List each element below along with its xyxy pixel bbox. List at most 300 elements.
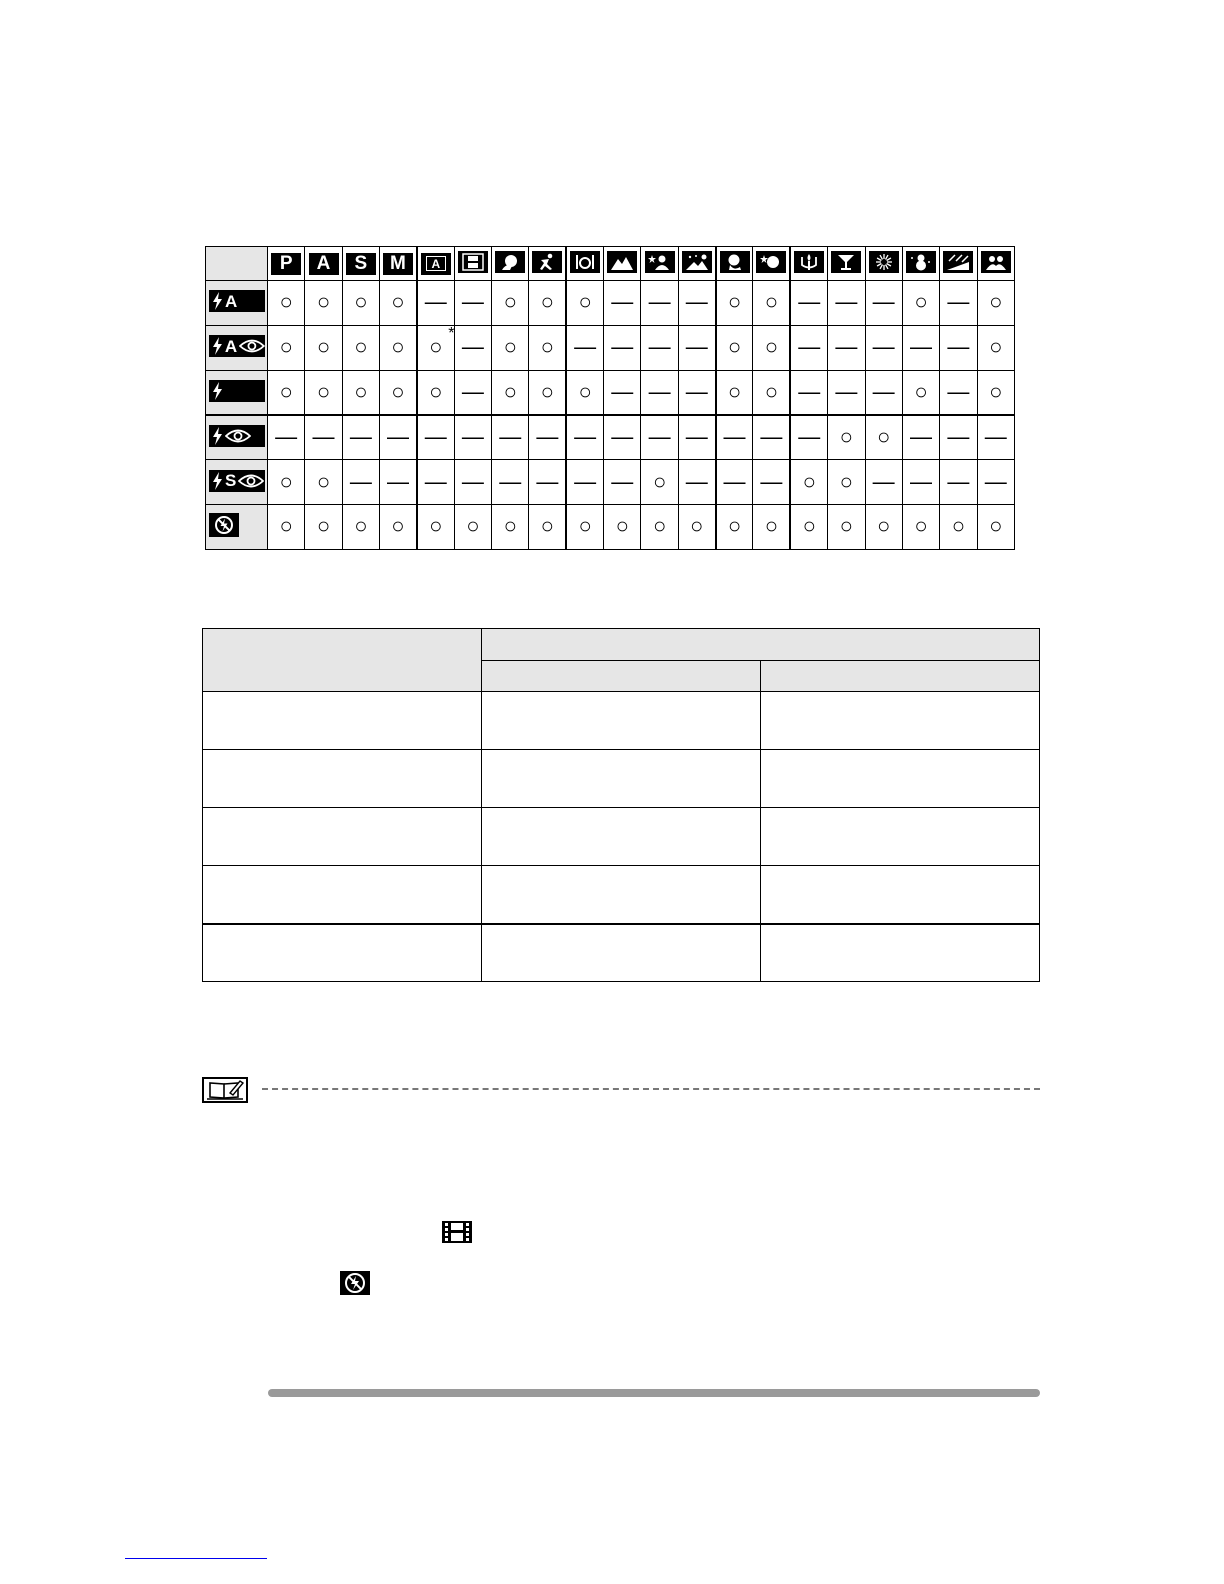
- availability-cell: [977, 370, 1014, 415]
- flash-slow-sync-red-eye-icon: S: [209, 470, 265, 492]
- availability-cell: [454, 415, 491, 460]
- availability-cell: [641, 504, 678, 549]
- availability-cell: [305, 370, 342, 415]
- range-row-label: [203, 924, 482, 982]
- availability-cell: [902, 281, 939, 326]
- available-mark: ○: [354, 289, 368, 315]
- mode-header-cell: [454, 247, 491, 281]
- availability-cell: [940, 281, 977, 326]
- flash-setting-cell: [206, 504, 268, 549]
- mode-header-cell: [342, 247, 379, 281]
- availability-cell: [268, 504, 305, 549]
- flash-forced-off-icon: [209, 513, 239, 537]
- footnote-asterisk: *: [448, 325, 455, 343]
- range-row-label: [203, 692, 482, 750]
- availability-cell: [940, 415, 977, 460]
- available-mark: ○: [914, 513, 928, 539]
- availability-cell: [492, 370, 529, 415]
- available-mark: ○: [989, 289, 1003, 315]
- table-row: [203, 692, 1040, 750]
- available-mark: ○: [615, 513, 629, 539]
- available-mark: ○: [466, 513, 480, 539]
- available-mark: ○: [652, 513, 667, 539]
- availability-cell: [902, 325, 939, 370]
- unavailable-mark: —: [685, 468, 708, 494]
- mode-label: S: [354, 253, 368, 274]
- mode-header-cell: [790, 247, 827, 281]
- available-mark: ○: [279, 289, 293, 315]
- availability-cell: [305, 415, 342, 460]
- availability-cell: [753, 325, 790, 370]
- availability-cell: [342, 325, 379, 370]
- flash-setting-cell: [206, 325, 268, 370]
- footer-underline: [125, 1558, 267, 1559]
- mode-header-row: [206, 247, 1015, 281]
- availability-cell: [716, 415, 753, 460]
- availability-cell: [268, 415, 305, 460]
- unavailable-mark: —: [685, 334, 708, 360]
- mode-header-cell: [865, 247, 902, 281]
- range-row-cell: [761, 750, 1040, 808]
- food-icon: [570, 251, 600, 273]
- availability-cell: [716, 325, 753, 370]
- available-mark: ○: [727, 289, 742, 315]
- availability-cell: [604, 415, 641, 460]
- availability-cell: [305, 281, 342, 326]
- available-mark: ○: [316, 513, 331, 539]
- mode-label: M: [390, 253, 406, 274]
- unavailable-mark: —: [685, 289, 708, 315]
- availability-cell: [865, 281, 902, 326]
- motion-picture-icon: [441, 1220, 473, 1249]
- mode-header-cell: [641, 247, 678, 281]
- availability-cell: [529, 415, 566, 460]
- available-mark: ○: [914, 289, 928, 315]
- availability-cell: [529, 460, 566, 505]
- availability-cell: [305, 460, 342, 505]
- unavailable-mark: —: [611, 289, 634, 315]
- availability-cell: [678, 370, 715, 415]
- mode-header-cell: [940, 247, 977, 281]
- availability-cell: [529, 504, 566, 549]
- availability-cell: [380, 415, 417, 460]
- availability-cell: [790, 415, 827, 460]
- unavailable-mark: —: [461, 424, 484, 450]
- unavailable-mark: —: [835, 378, 858, 404]
- availability-cell: [268, 281, 305, 326]
- availability-cell: [492, 281, 529, 326]
- availability-cell: [529, 370, 566, 415]
- available-mark: ○: [764, 334, 779, 360]
- range-table-subheader-tele: [761, 661, 1040, 692]
- availability-cell: [305, 325, 342, 370]
- availability-cell: [828, 460, 865, 505]
- table-row: [203, 866, 1040, 924]
- unavailable-mark: —: [275, 424, 298, 450]
- available-mark: ○: [802, 468, 816, 494]
- availability-cell: [753, 370, 790, 415]
- range-row-cell: [761, 866, 1040, 924]
- availability-cell: [492, 460, 529, 505]
- available-mark: ○: [540, 289, 554, 315]
- available-mark: ○: [503, 513, 517, 539]
- unavailable-mark: —: [835, 334, 858, 360]
- available-mark: ○: [316, 378, 331, 404]
- unavailable-mark: —: [424, 289, 447, 315]
- availability-cell: [380, 325, 417, 370]
- unavailable-mark: —: [424, 468, 447, 494]
- unavailable-mark: —: [574, 334, 597, 360]
- mode-header-cell: [566, 247, 603, 281]
- availability-cell: [268, 325, 305, 370]
- availability-cell: [417, 281, 454, 326]
- mode-header-cell: [529, 247, 566, 281]
- table-row: [206, 325, 1015, 370]
- available-mark: ○: [391, 289, 405, 315]
- range-row-label: [203, 808, 482, 866]
- scenery-icon: [607, 251, 637, 273]
- range-table-subheader-wide: [482, 661, 761, 692]
- availability-cell: [977, 460, 1014, 505]
- unavailable-mark: —: [947, 424, 970, 450]
- unavailable-mark: —: [872, 334, 895, 360]
- availability-cell: [417, 415, 454, 460]
- unavailable-mark: —: [872, 289, 895, 315]
- availability-cell: [678, 504, 715, 549]
- available-mark: ○: [839, 513, 853, 539]
- flash-setting-cell: [206, 281, 268, 326]
- s-mode-icon: [346, 253, 376, 275]
- available-mark: ○: [727, 378, 742, 404]
- availability-cell: [790, 460, 827, 505]
- availability-cell: [828, 325, 865, 370]
- mode-label: A: [316, 253, 331, 274]
- motion-picture-icon: [458, 251, 488, 273]
- baby-icon: [720, 251, 750, 273]
- availability-cell: [454, 281, 491, 326]
- availability-cell: [641, 415, 678, 460]
- availability-cell: [902, 504, 939, 549]
- mode-header-cell: [604, 247, 641, 281]
- flash-forced-on-red-eye-icon: [209, 425, 265, 447]
- unavailable-mark: —: [574, 424, 597, 450]
- table-row: [206, 370, 1015, 415]
- available-mark: ○: [429, 378, 443, 404]
- unavailable-mark: —: [760, 424, 783, 450]
- availability-cell: [641, 370, 678, 415]
- availability-cell: [604, 460, 641, 505]
- unavailable-mark: —: [798, 424, 821, 450]
- availability-cell: [417, 325, 454, 370]
- unavailable-mark: —: [947, 334, 970, 360]
- availability-cell: [417, 504, 454, 549]
- m-mode-icon: [383, 253, 413, 275]
- unavailable-mark: —: [424, 424, 447, 450]
- available-mark: ○: [989, 378, 1003, 404]
- available-mark: ○: [540, 334, 554, 360]
- unavailable-mark: —: [872, 378, 895, 404]
- unavailable-mark: —: [536, 424, 559, 450]
- availability-cell: [380, 370, 417, 415]
- range-table-corner-cell: [203, 629, 482, 692]
- availability-cell: [454, 504, 491, 549]
- available-mark: ○: [839, 468, 853, 494]
- availability-cell: [268, 460, 305, 505]
- availability-cell: [566, 325, 603, 370]
- availability-cell: [865, 460, 902, 505]
- availability-cell: [342, 504, 379, 549]
- mode-header-cell: [828, 247, 865, 281]
- note-divider: [262, 1088, 1040, 1090]
- availability-cell: [342, 415, 379, 460]
- unavailable-mark: —: [386, 468, 409, 494]
- mode-header-cell: [305, 247, 342, 281]
- availability-cell: [342, 370, 379, 415]
- available-mark: ○: [764, 378, 779, 404]
- availability-cell: [716, 370, 753, 415]
- unavailable-mark: —: [499, 424, 522, 450]
- available-mark: ○: [690, 513, 704, 539]
- available-mark: ○: [391, 334, 405, 360]
- availability-cell: [865, 325, 902, 370]
- range-row-cell: [761, 924, 1040, 982]
- availability-cell: [566, 281, 603, 326]
- availability-cell: [753, 504, 790, 549]
- flash-range-table: [202, 628, 1040, 982]
- available-mark: ○: [764, 289, 779, 315]
- unavailable-mark: —: [798, 289, 821, 315]
- availability-cell: [753, 281, 790, 326]
- range-row-cell: [482, 924, 761, 982]
- starry-sky-icon: [943, 251, 973, 273]
- availability-cell: [492, 415, 529, 460]
- available-mark: ○: [839, 424, 853, 450]
- available-mark: ○: [503, 334, 517, 360]
- availability-cell: [604, 281, 641, 326]
- sports-icon: [532, 251, 562, 273]
- available-mark: ○: [540, 378, 554, 404]
- range-row-cell: [761, 692, 1040, 750]
- table-row: [203, 750, 1040, 808]
- available-mark: ○: [540, 513, 554, 539]
- unavailable-mark: —: [536, 468, 559, 494]
- availability-cell: [940, 460, 977, 505]
- availability-cell: [454, 325, 491, 370]
- availability-cell: [940, 325, 977, 370]
- range-row-label: [203, 750, 482, 808]
- availability-cell: [865, 415, 902, 460]
- bottom-rule: [268, 1389, 1040, 1397]
- availability-cell: [641, 281, 678, 326]
- available-mark: ○: [503, 378, 517, 404]
- availability-cell: [604, 504, 641, 549]
- mode-header-cell: [268, 247, 305, 281]
- table-row: [206, 504, 1015, 549]
- availability-cell: [305, 504, 342, 549]
- flash-setting-cell: [206, 460, 268, 505]
- availability-cell: [678, 415, 715, 460]
- availability-cell: [716, 504, 753, 549]
- unavailable-mark: —: [910, 424, 933, 450]
- range-row-label: [203, 866, 482, 924]
- range-row-cell: [482, 750, 761, 808]
- unavailable-mark: —: [461, 334, 484, 360]
- unavailable-mark: —: [611, 334, 634, 360]
- available-mark: ○: [727, 513, 742, 539]
- fireworks-icon: [869, 251, 899, 273]
- available-mark: ○: [727, 334, 742, 360]
- availability-cell: [902, 460, 939, 505]
- availability-cell: [716, 281, 753, 326]
- availability-cell: [268, 370, 305, 415]
- availability-cell: [604, 370, 641, 415]
- unavailable-mark: —: [312, 424, 335, 450]
- mode-header-cell: [977, 247, 1014, 281]
- unavailable-mark: —: [947, 468, 970, 494]
- unavailable-mark: —: [461, 289, 484, 315]
- note-book-icon: [202, 1077, 248, 1108]
- unavailable-mark: —: [386, 424, 409, 450]
- unavailable-mark: —: [798, 334, 821, 360]
- availability-cell: [417, 370, 454, 415]
- unavailable-mark: —: [685, 424, 708, 450]
- unavailable-mark: —: [648, 334, 671, 360]
- mode-header-cell: [417, 247, 454, 281]
- flash-setting-cell: [206, 370, 268, 415]
- unavailable-mark: —: [910, 468, 933, 494]
- night-scenery-icon: [682, 251, 712, 273]
- availability-cell: [790, 504, 827, 549]
- flash-mode-compatibility-table: [205, 246, 1015, 550]
- available-mark: ○: [316, 334, 331, 360]
- available-mark: ○: [989, 513, 1003, 539]
- availability-cell: [828, 281, 865, 326]
- mode-header-cell: [753, 247, 790, 281]
- available-mark: ○: [316, 468, 331, 494]
- availability-cell: [977, 504, 1014, 549]
- unavailable-mark: —: [499, 468, 522, 494]
- availability-cell: [902, 370, 939, 415]
- unavailable-mark: —: [872, 468, 895, 494]
- unavailable-mark: —: [574, 468, 597, 494]
- flash-setting-cell: [206, 415, 268, 460]
- range-row-cell: [482, 866, 761, 924]
- available-mark: ○: [279, 378, 293, 404]
- available-mark: ○: [391, 378, 405, 404]
- range-table-header-row: [203, 629, 1040, 661]
- availability-cell: [902, 415, 939, 460]
- available-mark: ○: [354, 513, 368, 539]
- flash-forced-off-icon: [340, 1271, 370, 1300]
- table-row: [203, 808, 1040, 866]
- table-row: [206, 281, 1015, 326]
- availability-cell: [828, 415, 865, 460]
- available-mark: ○: [503, 289, 517, 315]
- availability-cell: [641, 325, 678, 370]
- available-mark: ○: [914, 378, 928, 404]
- availability-cell: [454, 370, 491, 415]
- availability-cell: [790, 281, 827, 326]
- unavailable-mark: —: [648, 289, 671, 315]
- mode-header-cell: [678, 247, 715, 281]
- unavailable-mark: —: [349, 468, 372, 494]
- party-icon: [831, 251, 861, 273]
- available-mark: ○: [279, 468, 293, 494]
- simple-mode-icon: [421, 253, 451, 275]
- availability-cell: [716, 460, 753, 505]
- available-mark: ○: [877, 424, 891, 450]
- availability-cell: [566, 415, 603, 460]
- available-mark: ○: [354, 378, 368, 404]
- availability-cell: [529, 281, 566, 326]
- unavailable-mark: —: [984, 468, 1007, 494]
- unavailable-mark: —: [648, 378, 671, 404]
- unavailable-mark: —: [648, 424, 671, 450]
- availability-cell: [566, 504, 603, 549]
- availability-cell: [753, 415, 790, 460]
- availability-cell: [342, 460, 379, 505]
- available-mark: ○: [802, 513, 816, 539]
- unavailable-mark: —: [349, 424, 372, 450]
- available-mark: ○ *: [429, 325, 455, 360]
- availability-cell: [641, 460, 678, 505]
- availability-cell: [828, 504, 865, 549]
- flash-auto-red-eye-icon: A: [209, 335, 265, 357]
- mode-label: P: [279, 253, 293, 274]
- unavailable-mark: —: [947, 378, 970, 404]
- flash-auto-icon: A: [209, 290, 265, 312]
- available-mark: ○: [877, 513, 891, 539]
- availability-cell: [492, 504, 529, 549]
- available-mark: ○: [951, 513, 965, 539]
- range-row-cell: [761, 808, 1040, 866]
- availability-cell: [828, 370, 865, 415]
- available-mark: ○: [578, 513, 592, 539]
- available-mark: ○: [354, 334, 368, 360]
- flash-forced-on-icon: [209, 380, 265, 402]
- availability-cell: [342, 281, 379, 326]
- available-mark: ○: [279, 334, 293, 360]
- unavailable-mark: —: [760, 468, 783, 494]
- availability-cell: [492, 325, 529, 370]
- availability-cell: [454, 460, 491, 505]
- snow-icon: [906, 251, 936, 273]
- availability-cell: [753, 460, 790, 505]
- night-portrait-icon: [645, 251, 675, 273]
- table-corner-cell: [206, 247, 268, 281]
- available-mark: ○: [279, 513, 293, 539]
- availability-cell: [678, 460, 715, 505]
- available-mark: ○: [391, 513, 405, 539]
- available-mark: ○: [764, 513, 779, 539]
- available-mark: ○: [429, 513, 443, 539]
- p-mode-icon: [271, 253, 301, 275]
- range-row-cell: [482, 808, 761, 866]
- mode-header-cell: [716, 247, 753, 281]
- availability-cell: [865, 504, 902, 549]
- mode-header-cell: [380, 247, 417, 281]
- available-mark: ○: [652, 468, 667, 494]
- mode-header-cell: [902, 247, 939, 281]
- availability-cell: [940, 504, 977, 549]
- unavailable-mark: —: [611, 424, 634, 450]
- availability-cell: [678, 281, 715, 326]
- unavailable-mark: —: [461, 468, 484, 494]
- availability-cell: [566, 460, 603, 505]
- portrait-icon: [495, 251, 525, 273]
- self-portrait-icon: [981, 251, 1011, 273]
- unavailable-mark: —: [611, 378, 634, 404]
